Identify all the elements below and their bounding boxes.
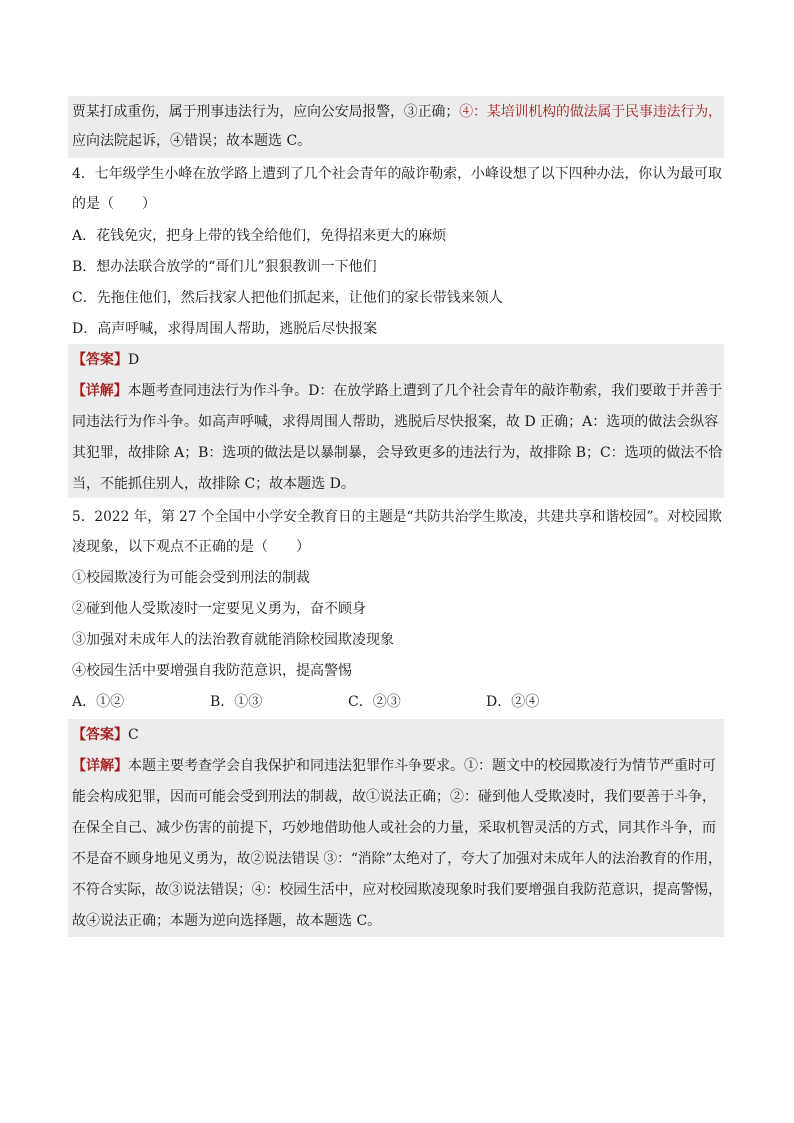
q4-detail-line-3: 其犯罪，故排除 A；B：选项的做法是以暴制暴，会导致更多的违法行为，故排除 B；C：选项的做法不恰 xyxy=(72,445,723,461)
q4-detail-line-1 xyxy=(72,381,722,401)
q4-detail-line-4: 当，不能抓住别人，故排除 C；故本题选 D。 xyxy=(72,476,355,492)
q5-statement-1: ①校园欺凌行为可能会受到刑法的制裁 xyxy=(72,570,310,586)
q5-choice-c: C．②③ xyxy=(348,694,401,710)
q5-choice-d: D．②④ xyxy=(486,694,540,710)
q5-detail-text: 本题主要考查学会自我保护和同违法犯罪作斗争要求。①：题文中的校园欺凌行为情节严重时可 xyxy=(128,758,716,774)
q4-answer-tag: 【答案】 xyxy=(72,352,128,368)
q4-detail-text: 本题考查同违法行为作斗争。D：在放学路上遭到了几个社会青年的敲诈勒索，我们要敢于并善于 xyxy=(127,383,723,399)
q5-stem-line-2: 凌现象，以下观点不正确的是（ ） xyxy=(72,539,310,555)
q4-stem-line-1: 4．七年级学生小峰在放学路上遭到了几个社会青年的敲诈勒索，小峰设想了以下四种办法，你认为最可取 xyxy=(72,166,722,182)
q4-detail-tag: 【详解】 xyxy=(72,383,128,399)
q5-answer-tag: 【答案】 xyxy=(72,727,128,743)
q5-choice-a: A．①② xyxy=(72,694,125,710)
q4-stem-line-2: 的是（ ） xyxy=(72,196,156,212)
q5-statement-3: ③加强对未成年人的法治教育就能消除校园欺凌现象 xyxy=(72,632,394,648)
q4-answer-line xyxy=(72,350,139,370)
q5-detail-line-2: 能会构成犯罪，因而可能会受到刑法的制裁，故①说法正确；②：碰到他人受欺凌时，我们要善于斗争， xyxy=(72,789,716,805)
q4-option-d: D．高声呼喊，求得周围人帮助，逃脱后尽快报案 xyxy=(72,321,378,337)
q5-detail-line-4: 不是奋不顾身地见义勇为，故②说法错误 ③：“消除”太绝对了，夸大了加强对未成年人的法治教育的作用， xyxy=(72,851,722,867)
q5-detail-line-6: 故④说法正确；本题为逆向选择题，故本题选 C。 xyxy=(72,913,382,929)
carryover-line-2: 应向法院起诉，④错误；故本题选 C。 xyxy=(72,133,312,149)
q5-statement-4: ④校园生活中要增强自我防范意识，提高警惕 xyxy=(72,663,352,679)
q5-answer-line xyxy=(72,725,139,745)
q4-option-a: A．花钱免灾，把身上带的钱全给他们，免得招来更大的麻烦 xyxy=(72,228,447,244)
q4-option-b: B．想办法联合放学的“哥们儿”狠狠教训一下他们 xyxy=(72,259,377,275)
q5-choice-b: B．①③ xyxy=(210,694,263,710)
q4-option-c: C．先拖住他们，然后找家人把他们抓起来，让他们的家长带钱来领人 xyxy=(72,290,503,306)
q5-detail-line-1 xyxy=(72,756,716,776)
q4-detail-line-2: 同违法行为作斗争。如高声呼喊，求得周围人帮助，逃脱后尽快报案，故 D 正确；A：选项的做法会纵容 xyxy=(72,414,719,430)
q5-statement-2: ②碰到他人受欺凌时一定要见义勇为，奋不顾身 xyxy=(72,601,366,617)
q5-answer-value: C xyxy=(128,727,139,743)
q5-stem-line-1: 5．2022 年，第 27 个全国中小学安全教育日的主题是“共防共治学生欺凌，共建共享和谐校园”。对校园欺 xyxy=(72,509,723,525)
carryover-text: 贾某打成重伤，属于刑事违法行为，应向公安局报警，③正确； xyxy=(72,104,460,120)
q5-detail-line-5: 不符合实际，故③说法错误；④：校园生活中，应对校园欺凌现象时我们要增强自我防范意识，提高警惕， xyxy=(72,882,722,898)
carryover-red-text: ④：某培训机构的做法属于民事违法行为， xyxy=(459,104,722,120)
carryover-line-1 xyxy=(72,102,722,122)
q4-answer-value: D xyxy=(128,352,140,368)
q5-detail-line-3: 在保全自己、减少伤害的前提下，巧妙地借助他人或社会的力量，采取机智灵活的方式，同其作斗争，而 xyxy=(72,820,716,836)
q5-detail-tag: 【详解】 xyxy=(72,758,128,774)
